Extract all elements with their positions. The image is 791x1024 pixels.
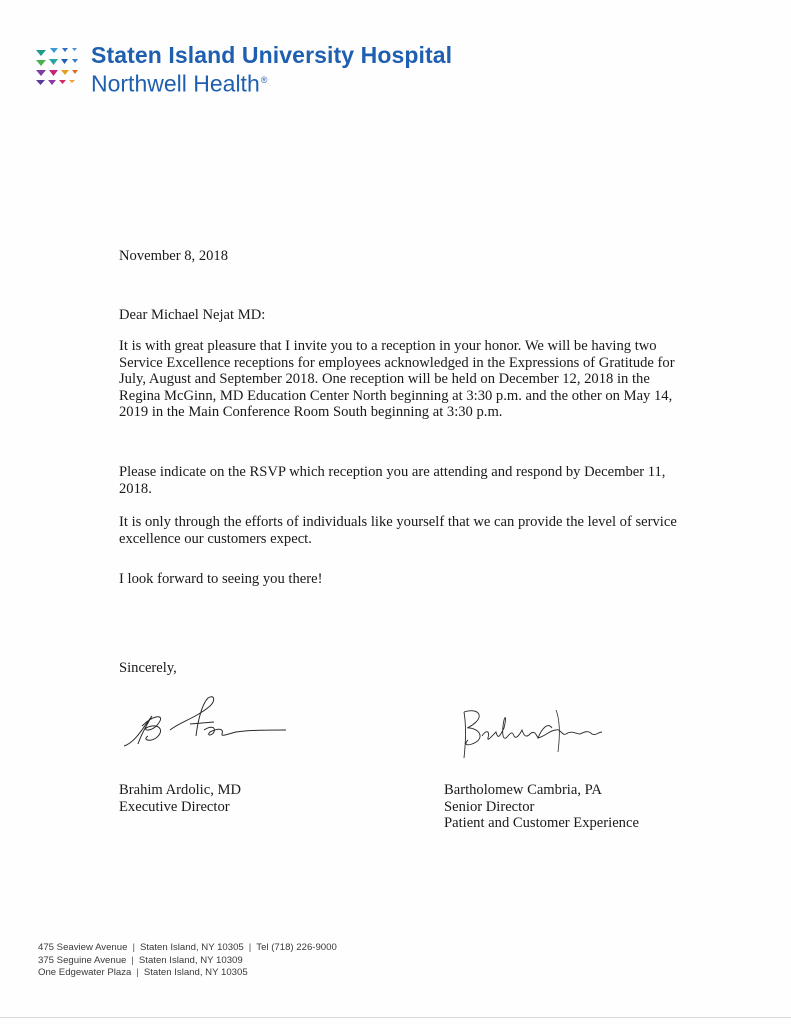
signer-ardolic [119,782,241,815]
parent-org-label: Northwell Health [91,70,260,97]
page-edge [0,1017,791,1018]
paragraph-invitation: It is with great pleasure that I invite you to a reception in your honor. We will be having two Service Excellence receptions for employees acknowledged in the Expressions of Gratitude for July, August and September 2018. One reception will be held on December 12, 2018 in the Regina McGinn, MD Education Center North beginning at 3:30 p.m. and the other on May 14, 2019 in the Main Conference Room South beginning at 3:30 p.m. [119,338,675,420]
footer-address: One Edgewater Plaza [38,967,132,978]
closing: Sincerely, [119,660,177,676]
northwell-logo-icon [36,44,86,90]
parent-org-name [91,68,452,96]
signer-title: Executive Director [119,798,230,815]
signer-title: Senior Director [444,798,535,815]
signer-name: Brahim Ardolic, MD [119,782,242,798]
address-footer [38,942,337,980]
signer-cambria [444,782,639,832]
footer-row [38,967,337,980]
signer-department: Patient and Customer Experience [444,815,639,831]
footer-phone: Tel (718) 226-9000 [256,942,337,953]
signer-name: Bartholomew Cambria, PA [444,782,602,798]
salutation: Dear Michael Nejat MD: [119,307,266,323]
paragraph-gratitude: It is only through the efforts of individuals like yourself that we can provide the level of service excellence our customers expect. [119,514,677,547]
footer-separator: | [248,942,252,953]
footer-separator: | [131,954,134,966]
letter-date: November 8, 2018 [119,248,229,264]
paragraph-closing-note: I look forward to seeing you there! [119,571,323,587]
registered-mark: ® [260,75,268,85]
org-name: Staten Island University Hospital [91,42,453,68]
footer-row [38,955,337,968]
footer-city: Staten Island, NY 10305 [139,942,244,953]
paragraph-rsvp: Please indicate on the RSVP which reception you are attending and respond by December 11, 2018. [119,464,666,497]
footer-separator: | [132,942,135,953]
signature-ardolic [118,686,288,758]
footer-row [38,942,337,955]
signature-cambria [456,700,606,766]
footer-city: Staten Island, NY 10305 [143,967,248,978]
footer-address: 375 Seguine Avenue [38,954,127,966]
footer-city: Staten Island, NY 10309 [138,954,243,966]
footer-separator: | [136,967,139,978]
footer-address: 475 Seaview Avenue [38,942,128,953]
